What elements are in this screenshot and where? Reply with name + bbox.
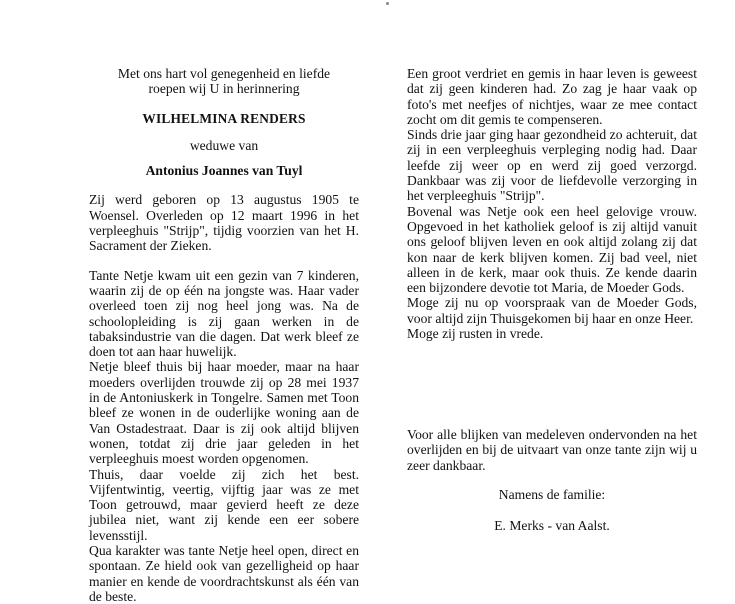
husband-name: Antonius Joannes van Tuyl	[145, 163, 303, 179]
widow-of-label: weduwe van	[189, 137, 259, 153]
birth-death-paragraph: Zij werd geboren op 13 augustus 1905 te Woensel. Overleden op 12 maart 1996 in het verpleeghuis "Strijp", tijdig voorzien van het H. Sacrament der Zieken.	[89, 192, 359, 254]
right-column	[407, 66, 697, 341]
family-paragraph: Tante Netje kwam uit een gezin van 7 kinderen, waarin zij de op één na jongste was. Haar vader overleed toen zij nog heel jong was. Na de schoolopleiding is zij gaan werken in de tabaksindustrie van die dagen. Dat werk bleef ze doen tot aan haar huwelijk.	[89, 267, 359, 360]
prayer-paragraph: Moge zij nu op voorspraak van de Moeder Gods, voor altijd zijn Thuisgekomen bij haar en onze Heer.	[407, 295, 697, 326]
deceased-name: WILHELMINA RENDERS	[142, 110, 306, 126]
family-label: Namens de familie:	[498, 487, 606, 502]
fold-mark	[386, 2, 389, 5]
thanks-paragraph: Voor alle blijken van medeleven ondervonden na het overlijden en bij de uitvaart van onze tante zijn wij u zeer dankbaar.	[407, 427, 697, 473]
rest-in-peace: Moge zij rusten in vrede.	[407, 326, 544, 342]
marriage-paragraph: Netje bleef thuis bij haar moeder, maar na haar moeders overlijden trouwde zij op 28 mei 1937 in de Antoniuskerk in Tongelre. Samen met Toon bleef ze wonen in de ouderlijke woning aan de Van Ostadestraat. Daar is zij ook altijd blijven wonen, totdat zij drie jaar geleden in het verpleeghuis moest worden opgenomen.	[89, 359, 359, 467]
family-signature: E. Merks - van Aalst.	[494, 518, 610, 533]
home-paragraph: Thuis, daar voelde zij zich het best. Vijfentwintig, veertig, vijftig jaar was ze met Toon getrouwd, maar gevierd heeft ze deze jubilea niet, want zij kende een eer sobere levensstijl.	[89, 466, 359, 543]
greeting-line-2: roepen wij U in herinnering	[148, 81, 300, 97]
faith-paragraph: Bovenal was Netje ook een heel gelovige vrouw. Opgevoed in het katholiek geloof is zij altijd vanuit ons geloof blijven leven en ook altijd zolang zij dat kon naar de kerk blijven komen. Zij bad veel, niet alleen in de kerk, maar ook thuis. Ze kende daarin een bijzondere devotie tot Maria, de Moeder Gods.	[407, 203, 697, 296]
left-column	[89, 66, 359, 604]
greeting-line-1: Met ons hart vol genegenheid en liefde	[117, 66, 331, 81]
greeting	[89, 66, 359, 97]
grief-paragraph: Een groot verdriet en gemis in haar leven is geweest dat zij geen kinderen had. Zo zag je haar vaak op foto's met neefjes of nichtjes, waar ze mee contact zocht om dit gemis te compenseren.	[407, 66, 697, 127]
character-paragraph: Qua karakter was tante Netje heel open, direct en spontaan. Ze hield ook van gezelligheid op haar manier en kende de voordrachtskunst als één van de beste.	[89, 543, 359, 604]
health-paragraph: Sinds drie jaar ging haar gezondheid zo achteruit, dat zij in een verpleeghuis verpleging nodig had. Daar leefde zij weer op en werd zij goed verzorgd. Dankbaar was zij voor de liefdevolle verzorging in het verpleeghuis "Strijp".	[407, 127, 697, 204]
